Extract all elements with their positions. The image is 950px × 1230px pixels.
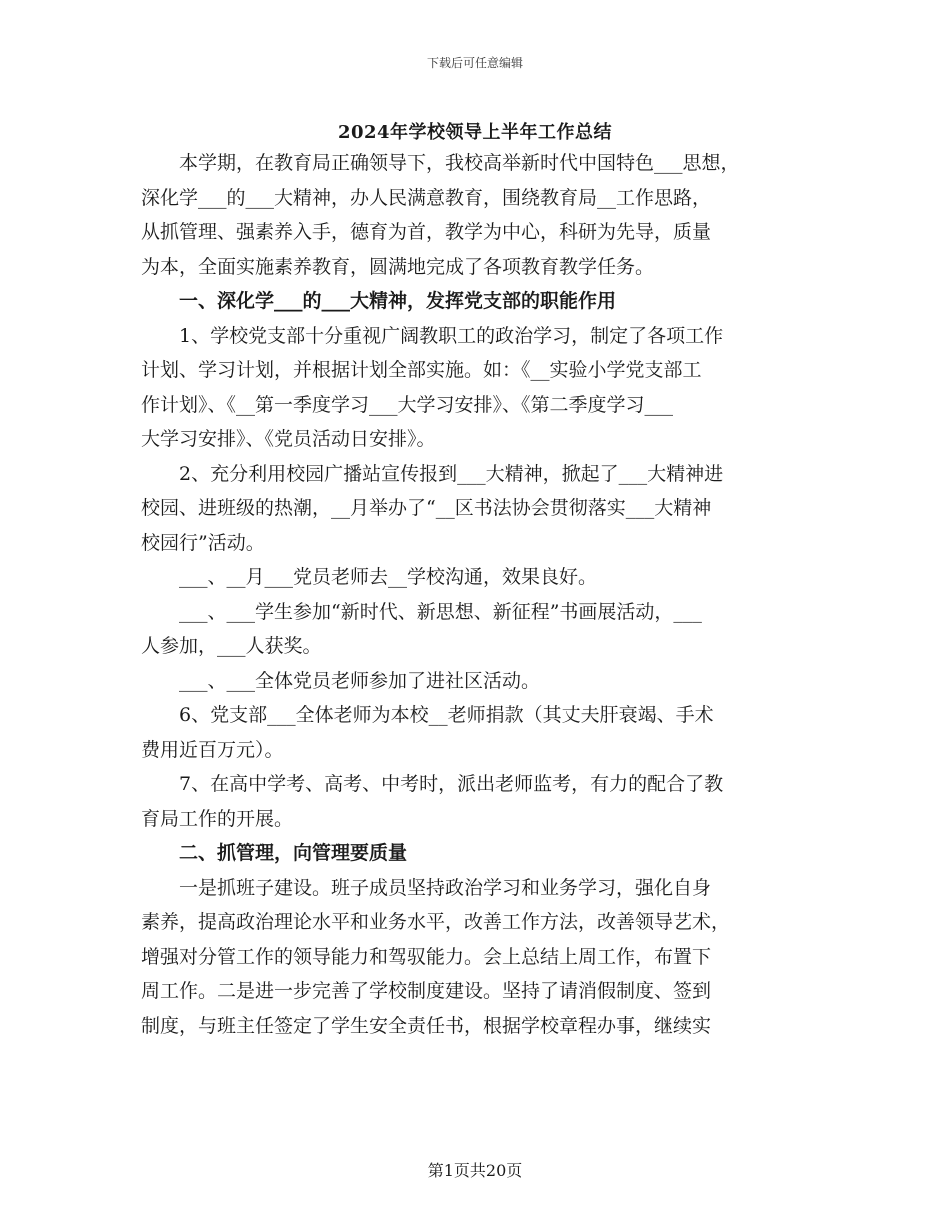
body-line: 一是抓班子建设。班子成员坚持政治学习和业务学习，强化自身 (179, 876, 712, 899)
body-line: ___、___学生参加“新时代、新思想、新征程”书画展活动，___ (179, 600, 702, 623)
body-line: 校园、进班级的热潮，__月举办了“__区书法协会贯彻落实___大精神 (141, 497, 712, 519)
body-line: 6、党支部___全体老师为本校__老师捐款（其丈夫肝衰竭、手术 (179, 704, 714, 726)
body-line: 周工作。二是进一步完善了学校制度建设。坚持了请消假制度、签到 (141, 980, 712, 1002)
body-line: ___、__月___党员老师去__学校沟通，效果良好。 (179, 566, 598, 588)
body-line: 育局工作的开展。 (141, 807, 294, 830)
body-line: 为本，全面实施素养教育，圆满地完成了各项教育教学任务。 (141, 255, 655, 278)
body-line: 2、充分利用校园广播站宣传报到___大精神，掀起了___大精神进 (179, 462, 724, 485)
body-line: 计划、学习计划，并根据计划全部实施。如：《__实验小学党支部工 (141, 359, 702, 381)
page-header-note: 下载后可任意编辑 (426, 56, 523, 70)
body-line: 制度，与班主任签定了学生安全责任书，根据学校章程办事，继续实 (141, 1014, 712, 1037)
section-heading: 一、深化学___的___大精神，发挥党支部的职能作用 (179, 290, 617, 312)
body-line: 从抓管理、强素养入手，德育为首，教学为中心，科研为先导，质量 (141, 221, 712, 243)
body-line: 增强对分管工作的领导能力和驾驭能力。会上总结上周工作，布置下 (141, 945, 712, 968)
body-line: 作计划》、《__第一季度学习___大学习安排》、《第二季度学习___ (141, 393, 674, 416)
body-line: 7、在高中学考、高考、中考时，派出老师监考，有力的配合了教 (179, 773, 724, 795)
section-heading: 二、抓管理，向管理要质量 (179, 842, 408, 864)
body-line: 大学习安排》、《党员活动日安排》。 (141, 428, 436, 450)
document-body (141, 146, 821, 1043)
page-footer: 第1页共20页 (427, 1161, 523, 1180)
body-line: 本学期，在教育局正确领导下，我校高举新时代中国特色___思想， (179, 152, 740, 174)
body-line: 深化学___的___大精神，办人民满意教育，围绕教育局__工作思路， (141, 186, 712, 209)
body-line: 素养，提高政治理论水平和业务水平，改善工作方法，改善领导艺术， (141, 911, 731, 933)
body-line: 校园行”活动。 (141, 531, 265, 554)
body-line: 1、学校党支部十分重视广阔教职工的政治学习，制定了各项工作 (179, 324, 724, 347)
document-title: 2024年学校领导上半年工作总结 (337, 122, 613, 143)
body-line: 费用近百万元）。 (141, 738, 284, 761)
body-line: ___、___全体党员老师参加了进社区活动。 (179, 669, 541, 692)
body-line: 人参加，___人获奖。 (141, 635, 322, 657)
